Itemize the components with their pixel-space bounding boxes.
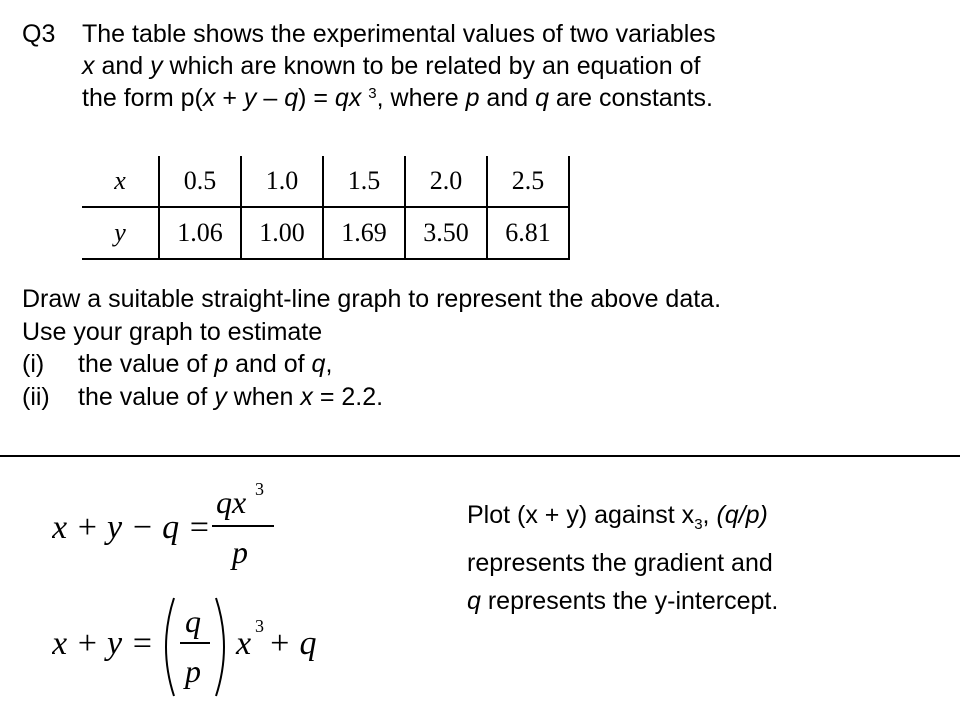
table-row-y xyxy=(82,207,569,259)
var-q: q xyxy=(467,587,481,615)
note-line-2: represents the gradient and xyxy=(467,549,773,577)
var-q: q xyxy=(311,350,326,378)
note-text-part: represents the y-intercept. xyxy=(480,587,779,615)
instruction-text-part: when xyxy=(226,382,301,411)
data-table xyxy=(82,156,570,260)
equation-1-lhs: x + y − q = xyxy=(52,509,211,546)
table-cell: 6.81 xyxy=(487,207,569,259)
question-text-part: , where xyxy=(376,84,466,112)
table-cell: 1.5 xyxy=(323,156,405,207)
item-label: (ii) xyxy=(22,382,50,411)
question-line-3 xyxy=(82,82,952,114)
instruction-text-part: , xyxy=(325,350,333,378)
var-p: p xyxy=(465,84,480,112)
equation-2-numerator: q xyxy=(185,603,201,639)
instruction-line-1: Draw a suitable straight-line graph to represent the above data. xyxy=(22,285,722,313)
equation-2 xyxy=(52,592,332,702)
question-number: Q3 xyxy=(22,20,56,48)
question-text xyxy=(82,18,952,114)
solution-note xyxy=(467,496,778,620)
equation-form: p(x + y – q) = qx $^3$ xyxy=(180,84,377,112)
equation-1 xyxy=(52,478,292,578)
instruction-text-part: the value of xyxy=(78,350,215,378)
equation-1-numerator: qx xyxy=(216,484,247,520)
equation-2-tail: + q xyxy=(268,625,317,662)
table-cell: 3.50 xyxy=(405,207,487,259)
instruction-text-part: and of xyxy=(228,350,312,378)
note-text-part: , xyxy=(702,501,717,529)
question-text-part: which are known to be related by an equation of xyxy=(162,52,701,80)
question-text-part: and xyxy=(94,52,151,80)
equation-1-denominator: p xyxy=(232,534,248,570)
equation-2-x: x xyxy=(236,625,252,662)
instruction-text-part: the value of xyxy=(78,382,215,411)
instruction-text-part: = 2.2. xyxy=(312,382,384,411)
question-text-part: are constants. xyxy=(548,84,713,112)
instruction-item-2 xyxy=(22,381,721,414)
section-divider xyxy=(0,455,960,457)
var-y: y xyxy=(214,382,227,411)
note-line-3 xyxy=(467,582,778,620)
question-text-part: and xyxy=(479,84,536,112)
var-x: x xyxy=(82,52,95,80)
instruction-item-1 xyxy=(22,348,721,381)
var-p: p xyxy=(214,350,229,378)
note-gradient-expr: (q/p) xyxy=(716,501,768,529)
instructions xyxy=(22,283,721,413)
var-x: x xyxy=(300,382,313,411)
equation-2-lhs: x + y = xyxy=(52,625,154,662)
row-header-y: y xyxy=(82,207,159,259)
table-row-x xyxy=(82,156,569,207)
table-cell: 1.06 xyxy=(159,207,241,259)
note-line-1 xyxy=(467,496,778,544)
var-q: q xyxy=(535,84,549,112)
table-cell: 2.5 xyxy=(487,156,569,207)
note-subscript: 3 xyxy=(694,516,703,533)
row-header-x: x xyxy=(82,156,159,207)
equation-2-denominator: p xyxy=(185,653,201,689)
var-y: y xyxy=(150,52,163,80)
equation-2-exponent: 3 xyxy=(255,616,264,636)
table-cell: 1.0 xyxy=(241,156,323,207)
question-line-2 xyxy=(82,50,952,82)
table-cell: 2.0 xyxy=(405,156,487,207)
instruction-line-2: Use your graph to estimate xyxy=(22,317,323,346)
table-cell: 1.69 xyxy=(323,207,405,259)
question-line-1: The table shows the experimental values of two variables xyxy=(82,20,716,48)
table-cell: 1.00 xyxy=(241,207,323,259)
right-paren xyxy=(216,598,224,696)
equation-1-exponent: 3 xyxy=(255,479,264,499)
question-text-part: the form xyxy=(82,84,181,112)
table-cell: 0.5 xyxy=(159,156,241,207)
item-label: (i) xyxy=(22,350,45,378)
left-paren xyxy=(166,598,174,696)
note-text-part: Plot (x + y) against x xyxy=(467,501,695,529)
